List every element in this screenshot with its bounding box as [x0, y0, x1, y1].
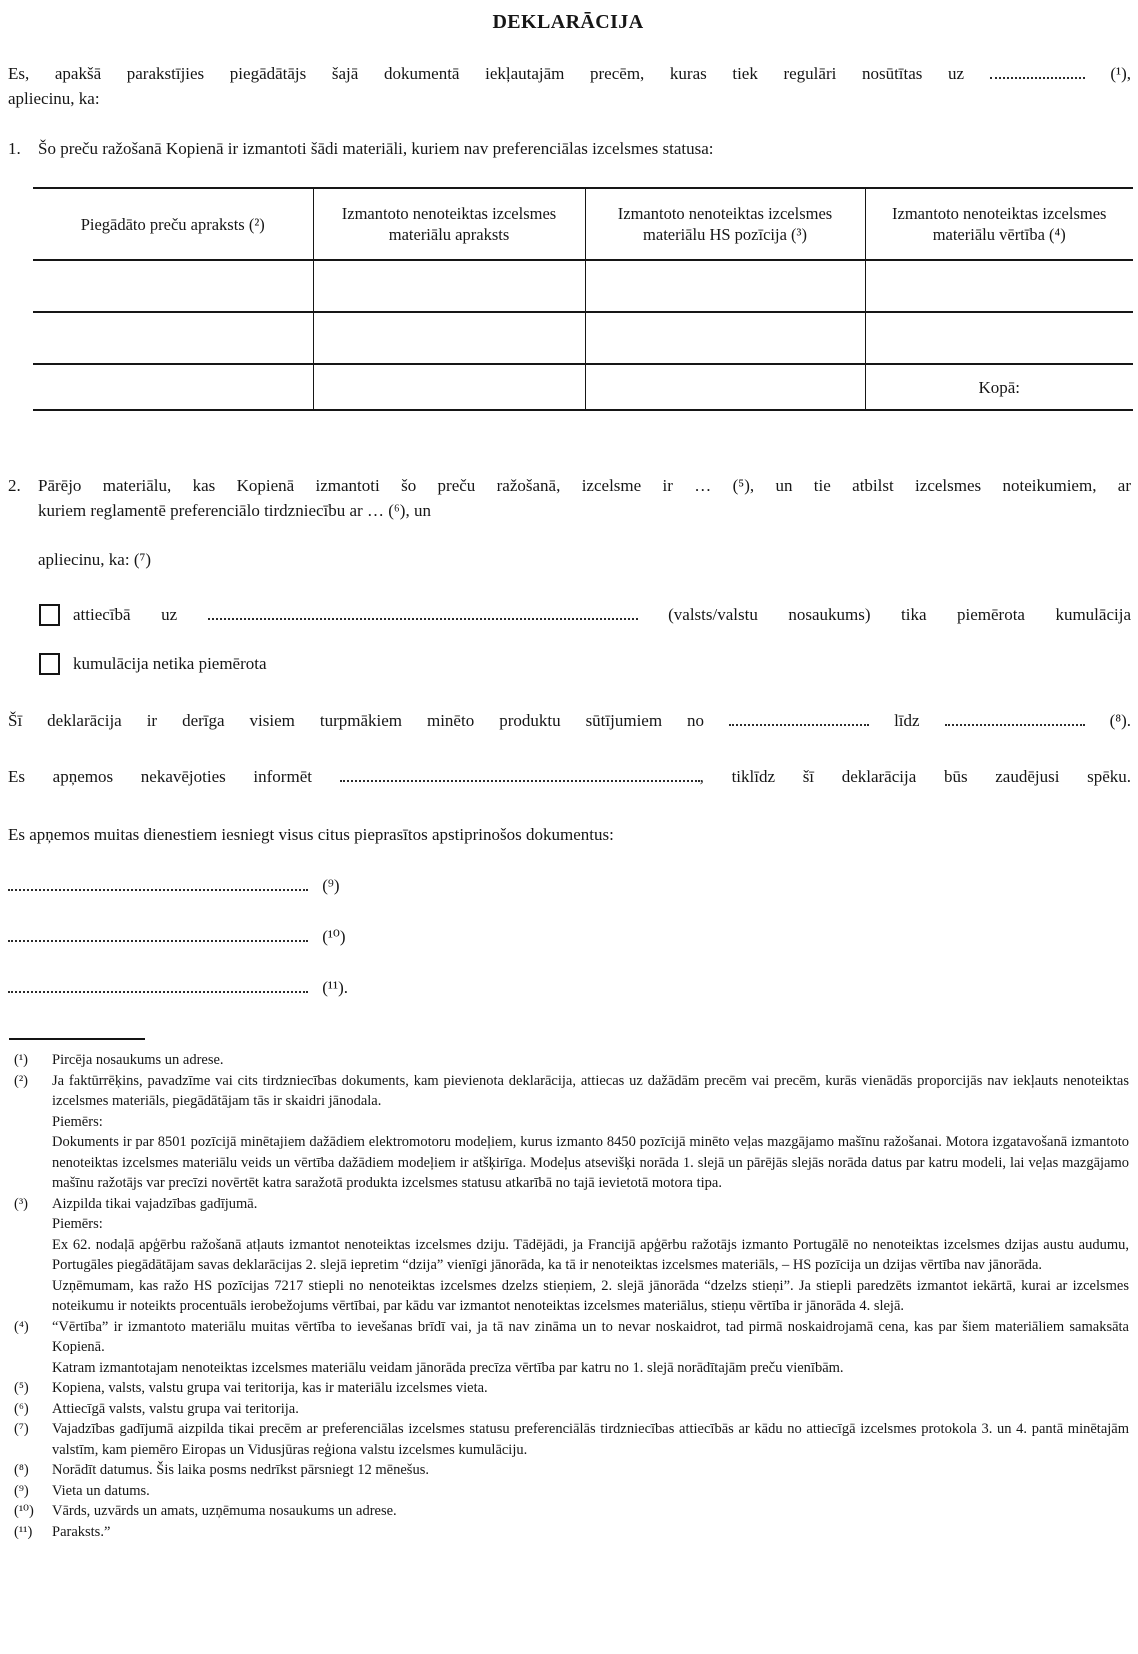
- footnote-text: “Vērtība” ir izmantoto materiālu muitas vērtība to ievešanas brīdī vai, ja tā nav zināma un to nevar noskaidrot, tad pirmā noskaidrojamā cena, kas par šiem materiāliem samaksāta Kopienā.: [52, 1318, 1129, 1355]
- footnote-marker: (⁶): [14, 1400, 29, 1417]
- table-header-row: [33, 188, 1133, 260]
- table-cell-empty: [585, 312, 865, 364]
- footnote-4: [5, 1317, 1131, 1379]
- certify-statement: apliecinu, ka: (⁷): [38, 550, 152, 569]
- table-cell-empty: [585, 364, 865, 410]
- inform-text-after: , tiklīdz šī deklarācija būs zaudējusi spēku.: [699, 767, 1132, 786]
- header-goods-description: Piegādāto preču apraksts (²): [80, 214, 265, 234]
- table-cell-empty: [33, 260, 313, 312]
- footnote-marker: (²): [14, 1072, 29, 1089]
- footnote-1: [5, 1050, 1131, 1071]
- footnote-8: [5, 1460, 1131, 1481]
- intro-text-continued: apliecinu, ka:: [8, 89, 100, 108]
- header-materials-description: Izmantoto nenoteiktas izcelsmes materiālu apraksts: [313, 188, 585, 260]
- intro-paragraph: [8, 61, 1131, 111]
- materials-table: [33, 187, 1133, 411]
- checkbox-row-no-cumulation: [39, 651, 1131, 676]
- footnote-text: Piemērs:: [52, 1113, 103, 1130]
- footnote-ref-1: (¹),: [1110, 64, 1131, 83]
- numbered-item-1: [5, 136, 1131, 161]
- footnote-text: Attiecīgā valsts, valstu grupa vai teritorija.: [52, 1400, 299, 1417]
- fill-in-dotted-line: [340, 766, 700, 782]
- footnote-ref-8: (⁸).: [1109, 711, 1132, 730]
- footnote-marker: (⁸): [14, 1462, 29, 1478]
- table-cell-empty: [313, 260, 585, 312]
- table-cell-empty: [865, 312, 1133, 364]
- checkbox-icon: [39, 604, 60, 626]
- footnote-11: [5, 1522, 1131, 1543]
- numbered-item-2: [5, 473, 1131, 523]
- table-total-row: [33, 364, 1133, 410]
- checkbox-label-after: (valsts/valstu nosaukums) tika piemērota kumulācija: [668, 605, 1131, 624]
- fill-in-dotted-line: [729, 710, 869, 726]
- validity-until-label: līdz: [894, 711, 920, 730]
- footnote-marker: (¹¹): [14, 1523, 33, 1540]
- footnote-text: Kopiena, valsts, valstu grupa vai teritorija, kas ir materiālu izcelsmes vieta.: [52, 1380, 488, 1396]
- item-text: Šo preču ražošanā Kopienā ir izmantoti šādi materiāli, kuriem nav preferenciālas izcelsmes statusa:: [38, 139, 714, 158]
- validity-text: Šī deklarācija ir derīga visiem turpmākiem minēto produktu sūtījumiem no: [8, 711, 705, 730]
- intro-text: Es, apakšā parakstījies piegādātājs šajā dokumentā iekļautajām precēm, kuras tiek regulāri nosūtītas uz: [8, 64, 965, 83]
- signature-line-place-date: [8, 873, 1131, 898]
- page-title: DEKLARĀCIJA: [492, 11, 644, 33]
- footnote-text: Vārds, uzvārds un amats, uzņēmuma nosaukums un adrese.: [52, 1503, 397, 1519]
- signature-line-name-position: [8, 924, 1131, 949]
- checkbox-label: kumulācija netika piemērota: [73, 654, 267, 673]
- header-hs-heading: Izmantoto nenoteiktas izcelsmes materiālu HS pozīcija (³): [585, 188, 865, 260]
- table-cell-empty: [313, 364, 585, 410]
- inform-text: Es apņemos nekavējoties informēt: [8, 767, 312, 786]
- item-number: 2.: [8, 476, 21, 495]
- table-cell-empty: [865, 260, 1133, 312]
- submit-documents-paragraph: Es apņemos muitas dienestiem iesniegt visus citus pieprasītos apstiprinošos dokumentus:: [8, 825, 614, 844]
- footnote-text: Ex 62. nodaļā apģērbu ražošanā atļauts izmantot nenoteiktas izcelsmes dziju. Tādējādi, ja Francijā apģērbu ražotājs izmanto Portugālē no nenoteiktas izcelsmes dzijas austu audumu, Portugāles piegādātājam savas deklarācijas 2. slejā iepretim “dzija” vienīgi jānorāda, ka tā ir nenoteiktas izcelsmes materiāls, – HS pozīcija un dzijas vērtība nav jānorāda.: [52, 1236, 1129, 1273]
- footnote-5: [5, 1378, 1131, 1399]
- checkbox-icon: [39, 653, 60, 675]
- footnote-2: [5, 1071, 1131, 1194]
- table-cell-empty: [585, 260, 865, 312]
- fill-in-dotted-line: [990, 63, 1085, 79]
- table-cell-empty: [313, 312, 585, 364]
- footnotes-section: [5, 1050, 1131, 1542]
- footnote-ref-11: (¹¹).: [322, 978, 349, 997]
- footnote-marker: (⁷): [14, 1421, 29, 1437]
- validity-paragraph: [8, 708, 1131, 733]
- inform-paragraph: [8, 764, 1131, 789]
- fill-in-dotted-line: [8, 977, 308, 993]
- footnote-text: Vajadzības gadījumā aizpilda tikai precēm ar preferenciālas izcelsmes statusu preferenciālās tirdzniecības attiecībās ar kādu no attiecīgā izcelsmes protokola 3. un 4. pantā minētajām valstīm, kam piemēro Eiropas un Vidusjūras reģiona valstu izcelsmes kumulāciju.: [52, 1421, 1129, 1458]
- table-row: [33, 312, 1133, 364]
- item-text-line2: kuriem reglamentē preferenciālo tirdzniecību ar … (⁶), un: [38, 501, 431, 520]
- footnote-text: Aizpilda tikai vajadzības gadījumā.: [52, 1195, 258, 1212]
- footnote-marker: (⁴): [14, 1318, 29, 1335]
- checkbox-label-before: attiecībā uz: [73, 605, 178, 624]
- footnote-text: Paraksts.”: [52, 1523, 111, 1540]
- footnote-text: Piemērs:: [52, 1216, 103, 1232]
- table-cell-empty: [33, 312, 313, 364]
- footnote-marker: (⁵): [14, 1380, 29, 1396]
- footnote-10: [5, 1501, 1131, 1522]
- footnote-marker: (⁹): [14, 1482, 29, 1499]
- total-label: Kopā:: [865, 364, 1133, 410]
- footnote-3: [5, 1194, 1131, 1317]
- footnote-separator-rule: [9, 1038, 145, 1040]
- footnote-text: Uzņēmumam, kas ražo HS pozīcijas 7217 stiepli no nenoteiktas izcelsmes dzelzs stieņiem, 2. slejā jānorāda “dzelzs stieņi”. Ja stiepli paredzēts izmantot iekārtā, kurai ar izcelsmes noteikumu ir noteikts procentuāls ierobežojums vērtībai, par kādu var izmantot nenoteiktas izcelsmes materiālus, stieņu vērtība ir jānorāda 4. slejā.: [52, 1277, 1129, 1314]
- footnote-7: [5, 1419, 1131, 1460]
- fill-in-dotted-line: [8, 875, 308, 891]
- item-text-line1: Pārējo materiālu, kas Kopienā izmantoti šo preču ražošanā, izcelsme ir … (⁵), un tie atbilst izcelsmes noteikumiem, ar: [38, 476, 1131, 495]
- signature-line-signature: [8, 975, 1131, 1000]
- footnote-text: Ja faktūrrēķins, pavadzīme vai cits tirdzniecības dokuments, kam pievienota deklarācija, attiecas uz dažādām precēm vai precēm, kurās vienādās proporcijās nav iekļauts nenoteiktas izcelsmes materiāls, piegādātājam tās ir skaidri jānodala.: [52, 1072, 1129, 1109]
- footnote-text: Katram izmantotajam nenoteiktas izcelsmes materiālu veidam jānorāda precīza vērtība par katru no 1. slejā norādītajām preču vienībām.: [52, 1359, 844, 1376]
- fill-in-dotted-line: [208, 604, 638, 620]
- footnote-text: Dokuments ir par 8501 pozīcijā minētajiem dažādiem elektromotoru modeļiem, kurus izmanto 8450 pozīcijā minēto veļas mazgājamo mašīnu ražošanai. Motora izgatavošanā izmantoto nenoteiktas izcelsmes materiālu veids un vērtība dažādiem modeļiem ir atšķirīga. Modeļus atsevišķi norāda 1. slejā un pārējās slejās norāda datus par katru modeli, lai veļas mazgājamo mašīnu ražotājs var precīzi novērtēt katra saražotā produkta izcelsmes statusu atkarībā no tajā ievietotā motora tipa.: [52, 1134, 1129, 1191]
- table-row: [33, 260, 1133, 312]
- footnote-text: Norādīt datumus. Šis laika posms nedrīkst pārsniegt 12 mēnešus.: [52, 1462, 429, 1478]
- table-cell-empty: [33, 364, 313, 410]
- checkbox-row-cumulation-applied: [39, 602, 1131, 627]
- footnote-marker: (¹): [14, 1052, 29, 1068]
- item-number: 1.: [8, 139, 21, 158]
- header-materials-value: Izmantoto nenoteiktas izcelsmes materiālu vērtība (⁴): [865, 188, 1133, 260]
- footnote-9: [5, 1481, 1131, 1502]
- footnote-text: Pircēja nosaukums un adrese.: [52, 1052, 224, 1068]
- footnote-marker: (³): [14, 1195, 29, 1212]
- fill-in-dotted-line: [8, 926, 308, 942]
- fill-in-dotted-line: [945, 710, 1085, 726]
- footnote-ref-10: (¹⁰): [322, 927, 346, 946]
- footnote-6: [5, 1399, 1131, 1420]
- footnote-ref-9: (⁹): [322, 876, 340, 895]
- footnote-text: Vieta un datums.: [52, 1482, 150, 1499]
- footnote-marker: (¹⁰): [14, 1503, 34, 1519]
